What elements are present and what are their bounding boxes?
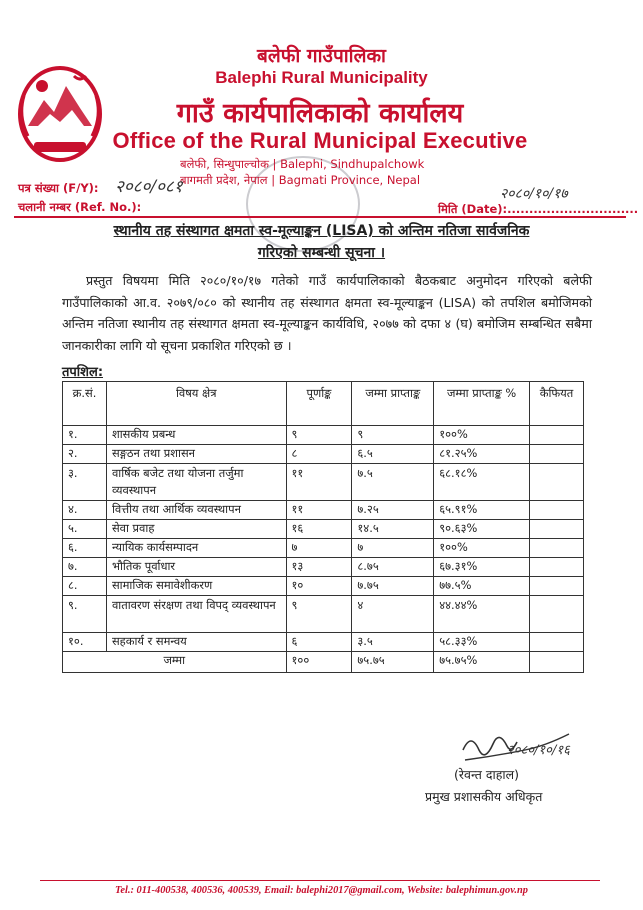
cell-full: १३ — [286, 558, 352, 577]
notice-body — [62, 270, 592, 356]
table-row — [63, 577, 584, 596]
cell-obtained: १४.५ — [352, 520, 434, 539]
cell-full: ९ — [286, 426, 352, 445]
cell-obtained: ८.७५ — [352, 558, 434, 577]
address-line-1: बलेफी, सिन्धुपाल्चोक | Balephi, Sindhupalchowk — [180, 157, 425, 171]
cell-percent: १००% — [434, 426, 530, 445]
notice-subject-line-2: गरिएको सम्बन्धी सूचना । — [257, 245, 386, 261]
cell-area: सेवा प्रवाह — [106, 520, 286, 539]
cell-area: वातावरण संरक्षण तथा विपद् व्यवस्थापन — [106, 596, 286, 633]
signatory-title: प्रमुख प्रशासकीय अधिकृत — [425, 789, 543, 804]
cell-obtained: ३.५ — [352, 633, 434, 652]
cell-obtained: ९ — [352, 426, 434, 445]
cell-full: ११ — [286, 501, 352, 520]
total-remark — [530, 652, 584, 673]
cell-remark — [530, 558, 584, 577]
cell-percent: ५८.३३% — [434, 633, 530, 652]
cell-serial: ८. — [63, 577, 107, 596]
total-full: १०० — [286, 652, 352, 673]
table-header-row — [63, 382, 584, 426]
table-total-row — [63, 652, 584, 673]
cell-full: ११ — [286, 464, 352, 501]
cell-remark — [530, 426, 584, 445]
table-row — [63, 558, 584, 577]
cell-full: ८ — [286, 445, 352, 464]
cell-full: ७ — [286, 539, 352, 558]
cell-area: वार्षिक बजेट तथा योजना तर्जुमा व्यवस्थापन — [106, 464, 286, 501]
cell-remark — [530, 596, 584, 633]
table-row — [63, 445, 584, 464]
cell-obtained: ७.७५ — [352, 577, 434, 596]
cell-serial: ६. — [63, 539, 107, 558]
cell-serial: ४. — [63, 501, 107, 520]
cell-full: ६ — [286, 633, 352, 652]
cell-obtained: ७.२५ — [352, 501, 434, 520]
municipality-name-nepali: बलेफी गाउँपालिका — [257, 45, 386, 67]
address-line-2: बागमती प्रदेश, नेपाल | Bagmati Province, Nepal — [180, 173, 421, 187]
cell-serial: ९. — [63, 596, 107, 633]
cell-area: न्यायिक कार्यसम्पादन — [106, 539, 286, 558]
office-name-english: Office of the Rural Municipal Executive — [112, 128, 528, 153]
office-name-nepali: गाउँ कार्यपालिकाको कार्यालय — [176, 98, 464, 129]
notice-subject-line-1: स्थानीय तह संस्थागत क्षमता स्व-मूल्याङ्कन (LISA) को अन्तिम नतिजा सार्वजनिक — [113, 223, 530, 239]
table-row — [63, 633, 584, 652]
header-obtained: जम्मा प्राप्ताङ्क — [352, 382, 434, 426]
notice-body-text: प्रस्तुत विषयमा मिति २०८०/१०/१७ गतेको गाउँ कार्यपालिकाको बैठकबाट अनुमोदन गरिएको बलेफी गाउँपालिकाको आ.व. २०७९/०८० को स्थानीय तह संस्थागत क्षमता स्व-मूल्याङ्कन (LISA) को तपशिल बमोजिमको अन्तिम नतिजा स्थानीय तह संस्थागत क्षमता स्व-मूल्याङ्कन कार्यविधि, २०७७ को दफा ४ (घ) बमोजिम सम्बन्धित सबैमा जानकारीका लागि यो सूचना प्रकाशित गरिएको छ । — [62, 273, 592, 353]
cell-percent: ६५.९१% — [434, 501, 530, 520]
details-label: तपशिल: — [62, 365, 104, 380]
cell-area: सङ्गठन तथा प्रशासन — [106, 445, 286, 464]
cell-percent: ७७.५% — [434, 577, 530, 596]
total-obtained: ७५.७५ — [352, 652, 434, 673]
total-percent: ७५.७५% — [434, 652, 530, 673]
footer-contact: Tel.: 011-400538, 400536, 400539, Email: balephi2017@gmail.com, Website: balephimun.gov.np — [114, 885, 528, 896]
cell-area: भौतिक पूर्वाधार — [106, 558, 286, 577]
cell-obtained: ७ — [352, 539, 434, 558]
cell-percent: ६८.१८% — [434, 464, 530, 501]
cell-serial: ५. — [63, 520, 107, 539]
cell-percent: ४४.४४% — [434, 596, 530, 633]
cell-area: सहकार्य र समन्वय — [106, 633, 286, 652]
header-remarks: कैफियत — [530, 382, 584, 426]
footer-divider — [40, 880, 600, 881]
cell-obtained: ६.५ — [352, 445, 434, 464]
table-row — [63, 539, 584, 558]
cell-area: शासकीय प्रबन्ध — [106, 426, 286, 445]
cell-full: १६ — [286, 520, 352, 539]
header-full-marks: पूर्णाङ्क — [286, 382, 352, 426]
cell-remark — [530, 577, 584, 596]
cell-remark — [530, 520, 584, 539]
cell-serial: १. — [63, 426, 107, 445]
handwritten-date: २०८०/१०/१७ — [500, 186, 568, 202]
table-row — [63, 596, 584, 633]
header-divider — [14, 216, 626, 218]
cell-serial: २. — [63, 445, 107, 464]
table-row — [63, 426, 584, 445]
cell-area: सामाजिक समावेशीकरण — [106, 577, 286, 596]
cell-obtained: ४ — [352, 596, 434, 633]
header-area: विषय क्षेत्र — [106, 382, 286, 426]
cell-remark — [530, 464, 584, 501]
signature-scribble — [455, 720, 575, 770]
cell-area: वित्तीय तथा आर्थिक व्यवस्थापन — [106, 501, 286, 520]
fiscal-year-value: २०८०/०८१ — [115, 177, 183, 197]
header-serial: क्र.सं. — [63, 382, 107, 426]
cell-obtained: ७.५ — [352, 464, 434, 501]
cell-serial: ३. — [63, 464, 107, 501]
reference-number-label: चलानी नम्बर (Ref. No.): — [18, 200, 142, 214]
cell-percent: १००% — [434, 539, 530, 558]
signatory-name: (रेवन्त दाहाल) — [454, 767, 519, 782]
cell-remark — [530, 539, 584, 558]
cell-full: १० — [286, 577, 352, 596]
table-row — [63, 520, 584, 539]
cell-remark — [530, 501, 584, 520]
municipality-name-english: Balephi Rural Municipality — [215, 68, 428, 87]
total-label: जम्मा — [63, 652, 287, 673]
cell-full: ९ — [286, 596, 352, 633]
cell-remark — [530, 633, 584, 652]
cell-serial: ७. — [63, 558, 107, 577]
cell-serial: १०. — [63, 633, 107, 652]
table-row — [63, 501, 584, 520]
cell-percent: ६७.३१% — [434, 558, 530, 577]
fiscal-year-label: पत्र संख्या (F/Y): — [18, 181, 99, 195]
date-label: मिति (Date):.............................. — [438, 202, 639, 216]
table-row — [63, 464, 584, 501]
cell-percent: ८१.२५% — [434, 445, 530, 464]
header-percent: जम्मा प्राप्ताङ्क % — [434, 382, 530, 426]
cell-percent: ९०.६३% — [434, 520, 530, 539]
lisa-results-table — [62, 381, 584, 673]
signature-date: २०८०/१०/१६ — [507, 743, 570, 758]
cell-remark — [530, 445, 584, 464]
